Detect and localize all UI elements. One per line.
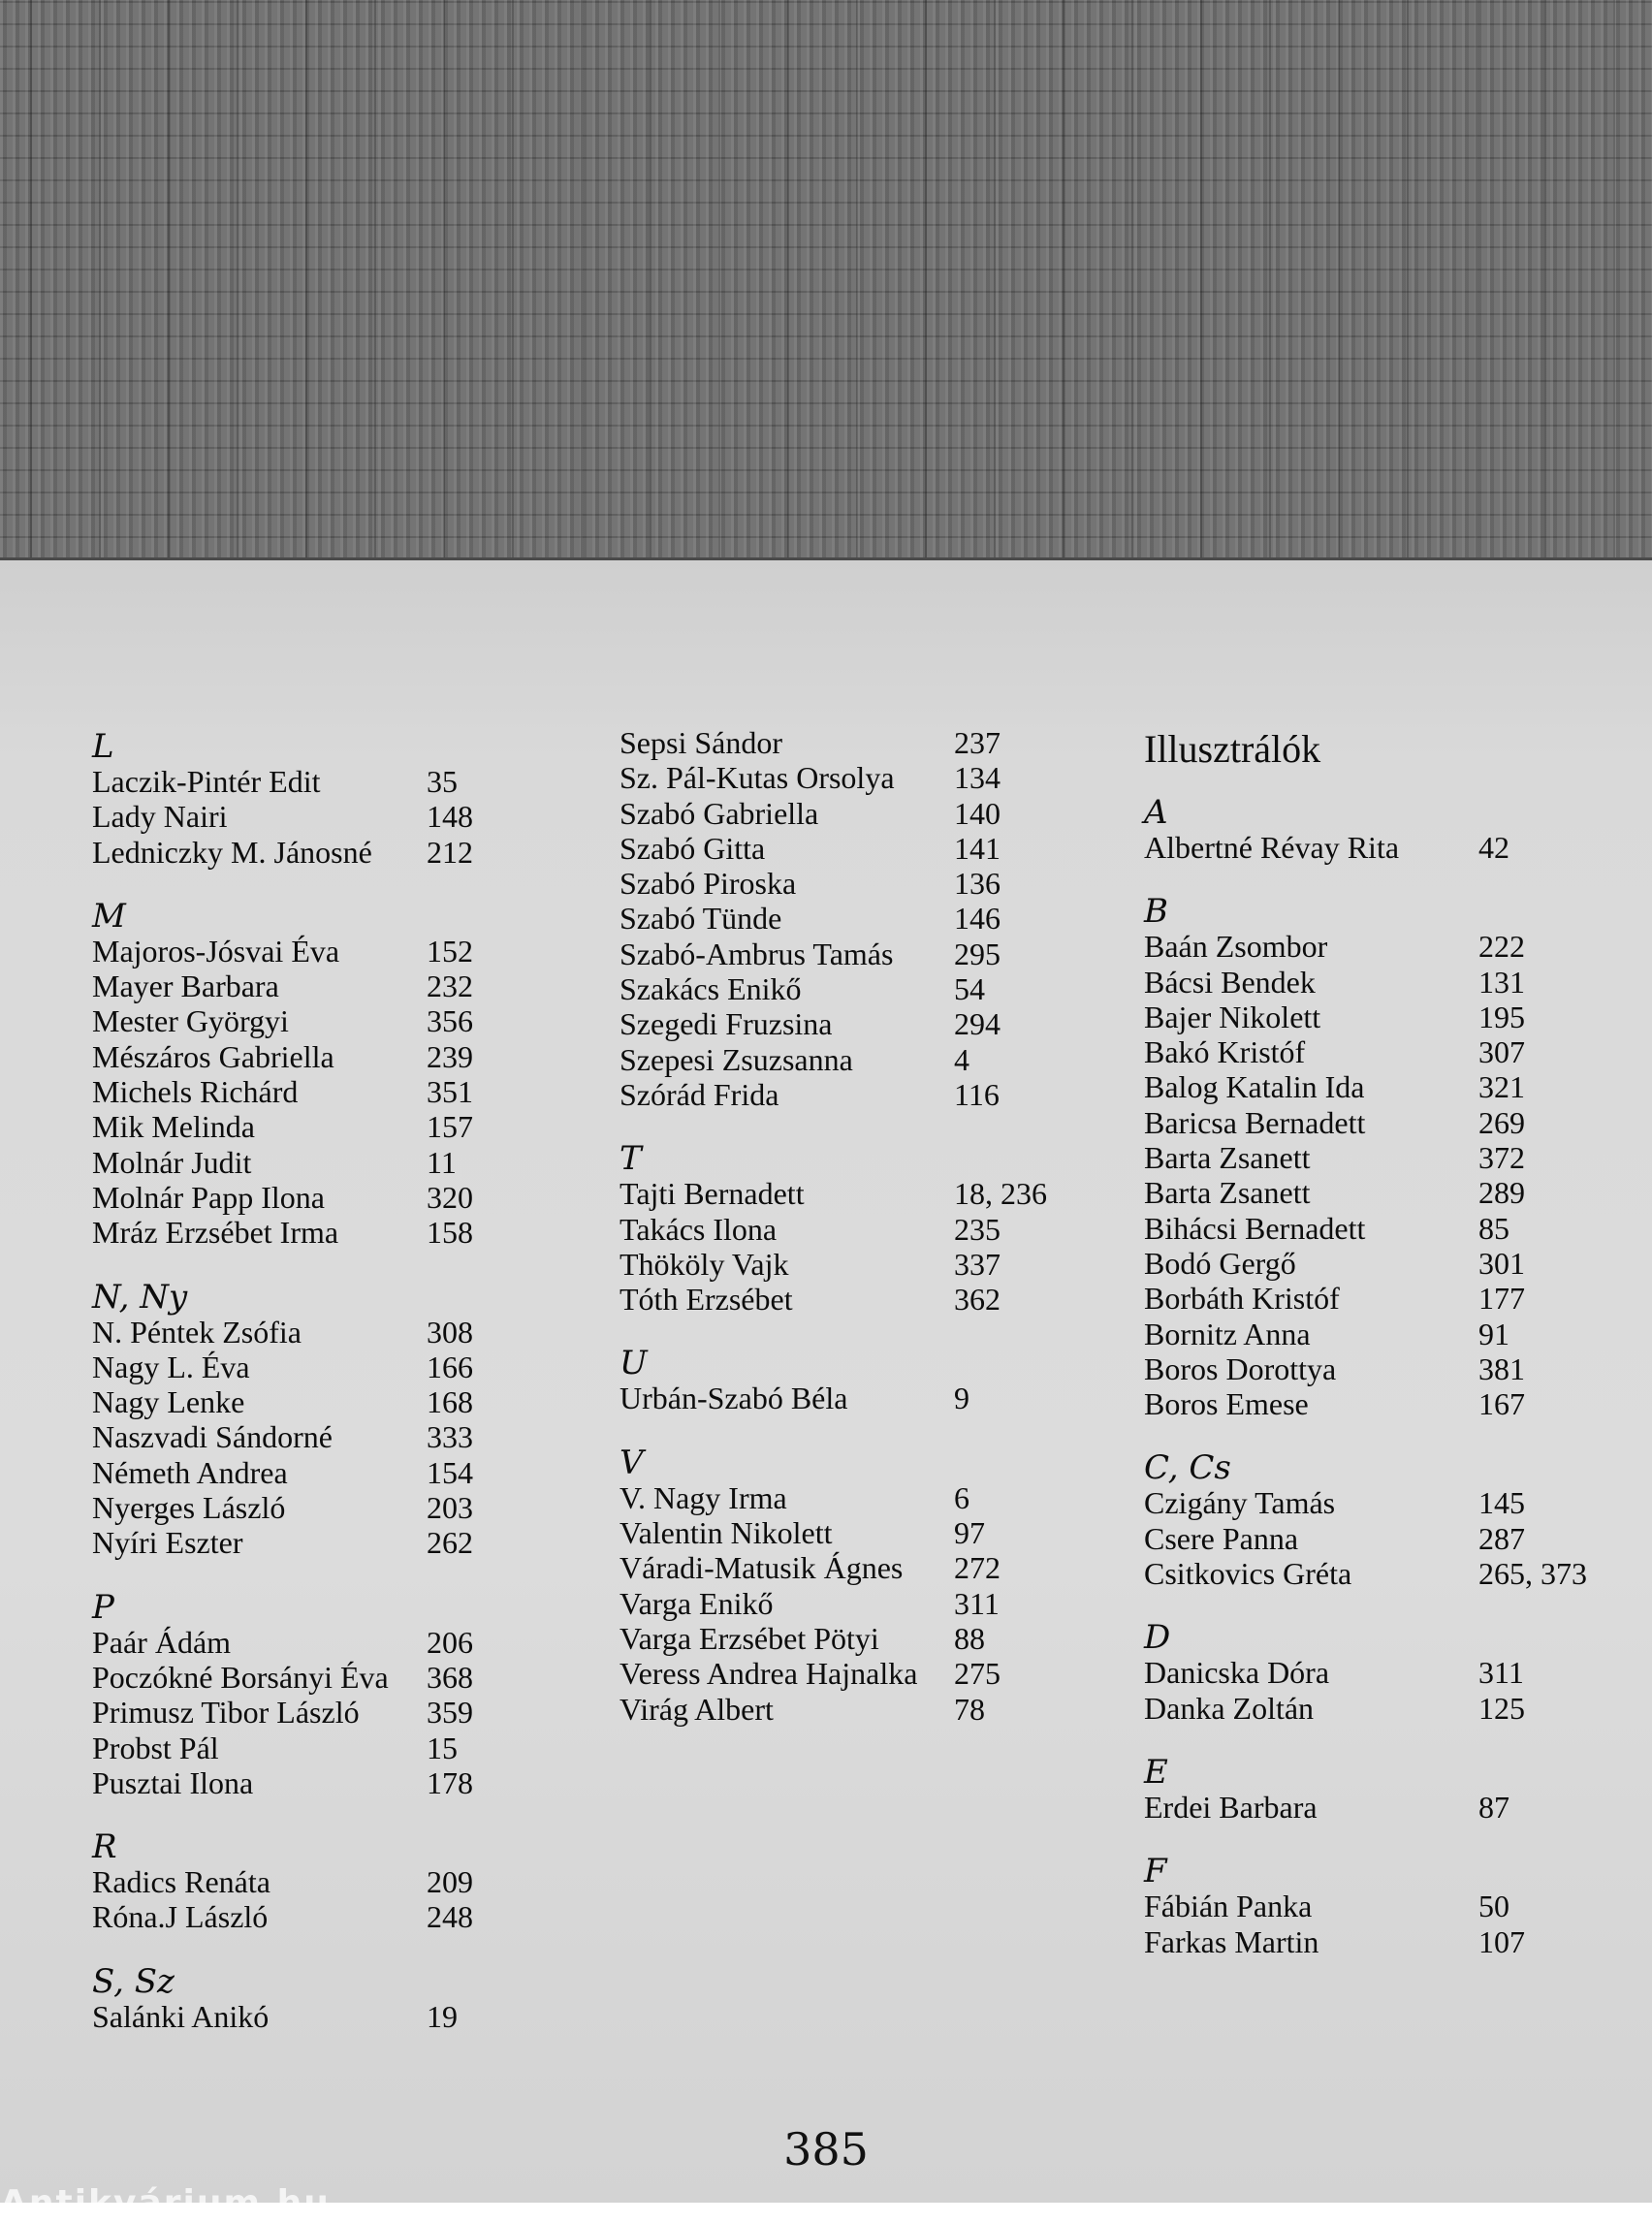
index-section [92,729,499,870]
entry-name: Naszvadi Sándorné [92,1419,333,1455]
entry-name: Salánki Anikó [92,1998,270,2034]
entry-name: Danicska Dóra [1144,1655,1330,1691]
entry-pages: 158 [427,1215,473,1251]
index-column-1 [92,729,499,2034]
index-section [92,1277,499,1561]
index-entry [620,1282,1065,1317]
index-entry [92,1074,499,1109]
illustrators-list [1144,795,1648,1959]
watermark: Antikvárium.hu [0,2183,331,2223]
index-entry [620,1480,1065,1515]
index-entry [620,1381,1065,1415]
index-entry [92,1384,499,1419]
section-letter: U [620,1344,648,1383]
index-entry [620,1586,1065,1621]
entry-pages: 239 [427,1038,473,1074]
entry-pages: 50 [1478,1889,1509,1924]
entry-name: Baán Zsombor [1144,929,1328,965]
entry-pages: 272 [954,1550,1001,1586]
entry-pages: 140 [954,795,1001,831]
entry-pages: 275 [954,1656,1001,1692]
index-entry [620,760,1065,795]
index-entry [92,934,499,969]
wooden-table-background [0,0,1652,560]
entry-name: Fábián Panka [1144,1889,1313,1924]
entry-name: Urbán-Szabó Béla [620,1381,848,1416]
entry-name: Laczik-Pintér Edit [92,764,321,799]
entry-name: Tóth Erzsébet [620,1282,793,1318]
entry-name: Mester Györgyi [92,1003,289,1039]
entry-pages: 15 [427,1730,458,1765]
entry-name: Csere Panna [1144,1520,1299,1556]
index-entry [92,764,499,799]
section-letter: T [620,1139,642,1179]
index-entry [92,1999,499,2034]
entry-name: Pusztai Ilona [92,1764,254,1800]
entry-name: Radics Renáta [92,1864,270,1900]
index-entry [1144,1034,1648,1069]
index-entry [1144,1655,1648,1690]
section-letter: B [1144,892,1168,932]
index-entry [92,1003,499,1038]
entry-name: Szakács Enikő [620,971,802,1007]
index-entry [1144,1175,1648,1210]
entry-name: Ledniczky M. Jánosné [92,834,372,870]
index-entry [92,1455,499,1490]
entry-name: Németh Andrea [92,1454,288,1490]
entry-pages: 6 [954,1479,969,1515]
entry-pages: 152 [427,933,473,969]
index-section [620,1141,1065,1317]
entry-pages: 294 [954,1006,1001,1042]
index-entry [1144,1386,1648,1421]
section-letter: V [620,1443,644,1482]
section-letter: E [1144,1752,1168,1792]
index-entry [92,1350,499,1384]
section-letter: A [1144,793,1168,832]
entry-name: Csitkovics Gréta [1144,1556,1352,1592]
entry-pages: 237 [954,725,1001,760]
index-section [92,896,499,1251]
entry-pages: 195 [1478,999,1525,1034]
index-entry [92,1145,499,1180]
entry-name: Szabó Gabriella [620,795,819,831]
entry-pages: 307 [1478,1034,1525,1070]
entry-name: Varga Enikő [620,1585,774,1621]
entry-pages: 265, 373 [1478,1556,1587,1592]
index-entry [92,1765,499,1800]
index-column-2 [620,725,1065,1727]
entry-name: Varga Erzsébet Pötyi [620,1620,879,1656]
index-entry [92,1109,499,1144]
index-entry [1144,965,1648,1000]
entry-pages: 42 [1478,830,1509,865]
entry-name: Szórád Frida [620,1076,779,1112]
entry-pages: 381 [1478,1350,1525,1386]
entry-pages: 212 [427,834,473,870]
entry-name: Albertné Révay Rita [1144,830,1400,865]
section-letter: M [92,896,126,936]
entry-name: N. Péntek Zsófia [92,1314,302,1350]
entry-pages: 295 [954,936,1001,971]
index-section [620,725,1065,1112]
index-entry [92,1899,499,1934]
section-letter: P [92,1587,114,1627]
entry-pages: 372 [1478,1140,1525,1176]
index-entry [92,835,499,870]
index-entry [620,971,1065,1006]
index-entry [620,937,1065,971]
entry-pages: 125 [1478,1690,1525,1726]
index-entry [92,1039,499,1074]
entry-pages: 178 [427,1764,473,1800]
section-letter: C, Cs [1144,1448,1231,1488]
entry-name: Majoros-Jósvai Éva [92,933,340,969]
entry-name: Danka Zoltán [1144,1690,1315,1726]
entry-pages: 131 [1478,964,1525,1000]
index-section [1144,894,1648,1421]
entry-pages: 308 [427,1314,473,1350]
index-section [1144,1854,1648,1959]
entry-pages: 54 [954,971,985,1007]
entry-pages: 359 [427,1695,473,1731]
entry-name: Szepesi Zsuzsanna [620,1041,853,1077]
entry-name: Virág Albert [620,1691,774,1727]
entry-pages: 157 [427,1109,473,1145]
entry-pages: 209 [427,1864,473,1900]
entry-pages: 222 [1478,929,1525,965]
index-entry [1144,1351,1648,1386]
entry-name: Róna.J László [92,1899,269,1935]
entry-name: Bajer Nikolett [1144,999,1321,1034]
entry-pages: 145 [1478,1485,1525,1521]
index-entry [92,1419,499,1454]
index-section [1144,1620,1648,1726]
entry-name: Váradi-Matusik Ágnes [620,1550,904,1586]
entry-pages: 19 [427,1998,458,2034]
index-entry [620,866,1065,901]
index-entry [620,1212,1065,1247]
index-entry [92,1864,499,1899]
index-entry [1144,1069,1648,1104]
entry-pages: 35 [427,764,458,799]
index-entry [620,1656,1065,1691]
entry-pages: 351 [427,1074,473,1110]
index-entry [92,1215,499,1250]
index-entry [620,1515,1065,1550]
entry-pages: 4 [954,1041,969,1077]
index-entry [620,1692,1065,1727]
entry-pages: 289 [1478,1175,1525,1211]
index-entry [620,1247,1065,1282]
entry-pages: 116 [954,1076,1000,1112]
entry-pages: 134 [954,760,1001,796]
entry-pages: 362 [954,1282,1001,1318]
entry-pages: 262 [427,1525,473,1561]
entry-pages: 269 [1478,1104,1525,1140]
index-entry [92,1660,499,1695]
index-section [92,1587,499,1800]
section-letter: N, Ny [92,1277,188,1317]
entry-name: Baricsa Bernadett [1144,1104,1366,1140]
entry-pages: 235 [954,1211,1001,1247]
index-entry [1144,1521,1648,1556]
index-section [620,1346,1065,1415]
index-entry [620,725,1065,760]
illustrators-heading: Illusztrálók [1144,727,1321,771]
entry-name: Borbáth Kristóf [1144,1281,1340,1317]
index-entry [92,969,499,1003]
entry-pages: 168 [427,1384,473,1420]
entry-pages: 301 [1478,1245,1525,1281]
index-entry [620,1006,1065,1041]
section-letter: D [1144,1618,1171,1658]
entry-name: V. Nagy Irma [620,1479,787,1515]
index-entry [620,831,1065,866]
entry-name: Molnár Papp Ilona [92,1179,325,1215]
index-entry [620,1550,1065,1585]
entry-pages: 97 [954,1515,985,1551]
entry-name: Boros Emese [1144,1386,1309,1422]
index-section [1144,1752,1648,1825]
entry-name: Sepsi Sándor [620,725,782,760]
index-entry [1144,1105,1648,1140]
entry-pages: 287 [1478,1520,1525,1556]
entry-pages: 311 [1478,1655,1524,1691]
index-entry [92,1525,499,1560]
index-section [1144,1450,1648,1591]
index-entry [620,1077,1065,1112]
entry-pages: 333 [427,1419,473,1455]
entry-name: Probst Pál [92,1730,219,1765]
entry-pages: 232 [427,969,473,1004]
entry-name: Bácsi Bendek [1144,964,1316,1000]
index-entry [620,901,1065,936]
index-entry [1144,1924,1648,1959]
entry-name: Mayer Barbara [92,969,279,1004]
section-letter: S, Sz [92,1961,175,2001]
entry-pages: 136 [954,866,1001,902]
entry-name: Nyíri Eszter [92,1525,243,1561]
entry-name: Mik Melinda [92,1109,255,1145]
entry-name: Thököly Vajk [620,1246,789,1282]
index-entry [92,1731,499,1765]
index-entry [1144,1485,1648,1520]
entry-name: Bornitz Anna [1144,1316,1311,1351]
index-entry [92,1315,499,1350]
entry-name: Valentin Nikolett [620,1515,833,1551]
entry-pages: 85 [1478,1210,1509,1246]
entry-name: Mészáros Gabriella [92,1038,334,1074]
index-entry [92,1625,499,1660]
section-letter: F [1144,1852,1167,1891]
entry-name: Balog Katalin Ida [1144,1069,1365,1105]
index-entry [1144,830,1648,865]
entry-name: Poczókné Borsányi Éva [92,1659,389,1695]
entry-pages: 148 [427,799,473,835]
entry-name: Primusz Tibor László [92,1695,360,1731]
entry-name: Veress Andrea Hajnalka [620,1656,918,1692]
entry-pages: 166 [427,1349,473,1384]
entry-pages: 78 [954,1691,985,1727]
entry-name: Nagy Lenke [92,1384,245,1420]
entry-name: Paár Ádám [92,1624,232,1660]
entry-pages: 248 [427,1899,473,1935]
entry-name: Molnár Judit [92,1144,252,1180]
entry-pages: 337 [954,1246,1001,1282]
entry-name: Szegedi Fruzsina [620,1006,833,1042]
index-entry [1144,1246,1648,1281]
entry-pages: 368 [427,1659,473,1695]
entry-name: Szabó Piroska [620,866,797,902]
entry-name: Bakó Kristóf [1144,1034,1306,1070]
page-number: 385 [783,2123,869,2175]
index-entry [1144,1000,1648,1034]
entry-pages: 311 [954,1585,1000,1621]
entry-name: Tajti Bernadett [620,1176,805,1212]
index-entry [92,1490,499,1525]
index-entry [92,1180,499,1215]
entry-pages: 107 [1478,1923,1525,1959]
entry-pages: 18, 236 [954,1176,1047,1212]
entry-pages: 146 [954,901,1001,937]
entry-pages: 356 [427,1003,473,1039]
entry-name: Mráz Erzsébet Irma [92,1215,339,1251]
index-section [92,1961,499,2034]
entry-pages: 88 [954,1620,985,1656]
entry-name: Farkas Martin [1144,1923,1319,1959]
entry-name: Czigány Tamás [1144,1485,1336,1521]
index-section [92,1829,499,1935]
entry-name: Lady Nairi [92,799,228,835]
entry-name: Bihácsi Bernadett [1144,1210,1366,1246]
entry-name: Barta Zsanett [1144,1140,1311,1176]
index-entry [1144,1211,1648,1246]
index-section [620,1445,1065,1727]
index-entry [92,1695,499,1730]
index-entry [620,796,1065,831]
entry-pages: 87 [1478,1789,1509,1825]
index-entry [620,1176,1065,1211]
entry-name: Erdei Barbara [1144,1789,1318,1825]
entry-name: Boros Dorottya [1144,1350,1337,1386]
entry-pages: 167 [1478,1386,1525,1422]
entry-name: Sz. Pál-Kutas Orsolya [620,760,895,796]
entry-name: Nyerges László [92,1490,286,1526]
entry-pages: 177 [1478,1281,1525,1317]
index-section [1144,795,1648,865]
entry-pages: 203 [427,1490,473,1526]
entry-pages: 321 [1478,1069,1525,1105]
entry-name: Szabó Tünde [620,901,782,937]
entry-name: Szabó-Ambrus Tamás [620,936,894,971]
entry-pages: 154 [427,1454,473,1490]
entry-pages: 11 [427,1144,457,1180]
entry-pages: 9 [954,1381,969,1416]
section-letter: L [92,727,114,766]
index-entry [1144,1556,1648,1591]
entry-pages: 206 [427,1624,473,1660]
index-entry [1144,1691,1648,1726]
entry-name: Barta Zsanett [1144,1175,1311,1211]
index-entry [620,1621,1065,1656]
index-entry [1144,1790,1648,1825]
entry-name: Michels Richárd [92,1074,299,1110]
entry-pages: 320 [427,1179,473,1215]
entry-name: Nagy L. Éva [92,1349,250,1384]
index-entry [620,1042,1065,1077]
index-entry [1144,1281,1648,1316]
entry-pages: 91 [1478,1316,1509,1351]
entry-name: Szabó Gitta [620,830,766,866]
entry-name: Takács Ilona [620,1211,778,1247]
entry-pages: 141 [954,830,1001,866]
index-entry [92,799,499,834]
index-entry [1144,929,1648,964]
index-column-3 [1144,725,1648,1959]
index-entry [1144,1317,1648,1351]
section-letter: R [92,1827,117,1867]
index-entry [1144,1140,1648,1175]
entry-name: Bodó Gergő [1144,1245,1296,1281]
index-entry [1144,1889,1648,1923]
